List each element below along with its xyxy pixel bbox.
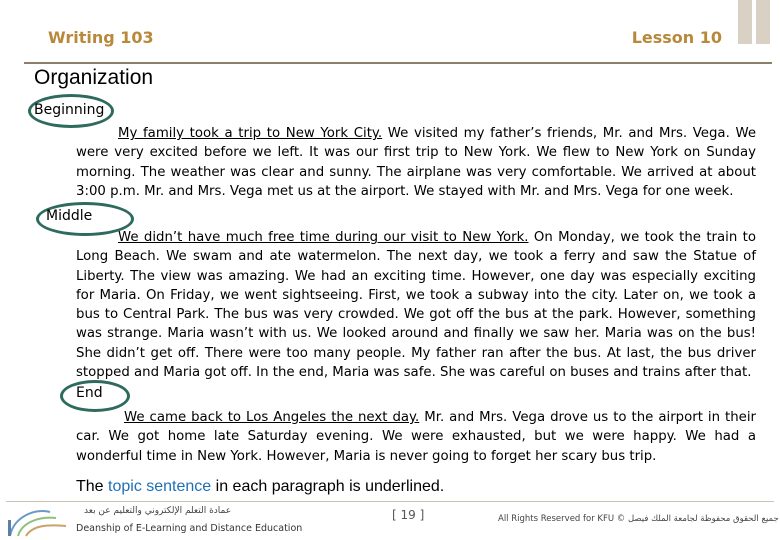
paragraph-middle [76,228,756,382]
dept-name: Deanship of E-Learning and Distance Education [76,523,303,534]
topic-sentence: We came back to Los Angeles the next day. [124,410,420,425]
paragraph-end [76,408,756,466]
kfu-logo [6,506,74,538]
course-title: Writing 103 [48,28,154,47]
topic-sentence: We didn’t have much free time during our visit to New York. [118,230,529,245]
footnote: The topic sentence in each paragraph is underlined. [76,478,445,495]
section-label-end: End [76,385,103,401]
section-label-beginning: Beginning [34,102,105,118]
slide-title: Organization [34,66,154,89]
corner-decoration [738,0,752,44]
paragraph-beginning [76,124,756,201]
page-number: [ 19 ] [392,508,425,522]
section-label-middle: Middle [46,208,93,224]
header-divider [24,62,772,64]
copyright: All Rights Reserved for KFU © جميع الحقوق محفوظة لجامعة الملك فيصل [498,514,779,524]
corner-decoration [756,0,770,44]
paragraph-body: On Monday, we took the train to Long Beach. We swam and ate watermelon. The next day, we took a ferry and saw the Statue of Liberty. The view was amazing. We had an exciting time. However, one day was especially exciting for Maria. On Friday, we went sightseeing. First, we took a subway into the city. Later on, we took a bus to Central Park. The bus was very crowded. We got off the bus at the park. However, something was strange. Maria wasn’t with us. We looked around and finally we saw her. Maria was on the bus! She didn’t get off. There were too many people. My father ran after the bus. At last, the bus driver stopped and Maria got off. In the end, Maria was safe. She was careful on buses and trains after that. [76,230,757,381]
paragraph-body: We visited my father’s friends, Mr. and Mrs. Vega. We were very excited before we left. It was our first trip to New York. We flew to New York on Sunday morning. The weather was clear and sunny. The airplane was very comfortable. We arrived at about 3:00 p.m. Mr. and Mrs. Vega met us at the airport. We stayed with Mr. and Mrs. Vega for one week. [76,126,757,199]
highlighted-term: topic sentence [108,478,212,495]
lesson-title: Lesson 10 [631,28,722,47]
topic-sentence: My family took a trip to New York City. [118,126,383,141]
arabic-dept-name: عمادة التعلم الإلكتروني والتعليم عن بعد [84,506,232,516]
footer-divider [6,501,774,502]
paragraph-body: Mr. and Mrs. Vega drove us to the airport in their car. We got home late Saturday evening. We were exhausted, but we were happy. We had a wonderful time in New York. However, Maria is never going to forget her scary bus trip. [76,410,756,464]
